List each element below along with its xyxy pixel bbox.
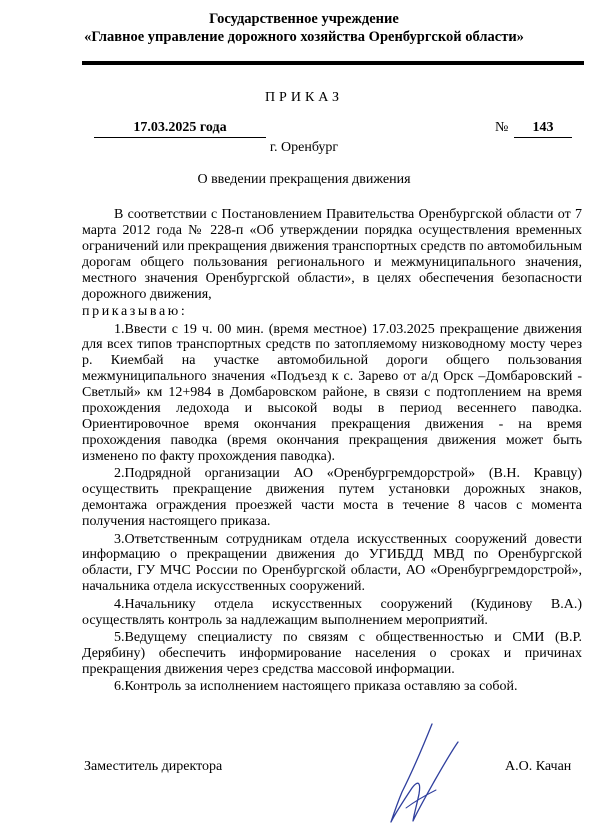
order-item-1: 1.Ввести с 19 ч. 00 мин. (время местное) 17.03.2025 прекращение движения для всех типов транспортных средств по затопляемому низководному мосту через р. Киембай на участке автомобильной дороги общего пользования межмуниципального значения «Подъезд к с. Зарево от а/д Орск –Домбаровский - Светлый» км 12+984 в Домбаровском районе, в связи с подтоплением на время прохождения ледохода и высокой воды в период весеннего паводка. Ориентировочное время окончания прекращения движения - на время прохождения паводка (время окончания прекращения движения может быть изменено по факту прохождения паводка). xyxy=(82,321,582,464)
order-date: 17.03.2025 года xyxy=(94,120,266,138)
order-number: 143 xyxy=(514,120,572,138)
order-subject: О введении прекращения движения xyxy=(197,172,411,187)
order-item-5: 5.Ведущему специалисту по связям с общественностью и СМИ (В.Р. Дерябину) обеспечить информирование населения о сроках и причинах прекращения движения через средства массовой информации. xyxy=(82,630,582,677)
preamble-paragraph: В соответствии с Постановлением Правительства Оренбургской области от 7 марта 2012 года № 228-п «Об утверждении порядка осуществления временных ограничений или прекращения движения транспортных средств по автомобильным дорогам общего пользования регионального и межмуниципального значения, местного значения Оренбургской области», в целях обеспечения безопасности дорожного движения, xyxy=(82,207,582,302)
organization-header xyxy=(0,10,608,46)
organization-name: «Главное управление дорожного хозяйства Оренбургской области» xyxy=(84,29,524,45)
order-item-3: 3.Ответственным сотрудникам отдела искусственных сооружений довести информацию о прекращении движения до УГИБДД МВД по Оренбургской области, ГУ МЧС России по Оренбургской области, АО «Оренбургремдорстрой», начальника отдела искусственных сооружений. xyxy=(82,531,582,595)
order-directive-word: приказываю: xyxy=(82,304,188,320)
organization-type: Государственное учреждение xyxy=(209,11,399,27)
order-item-6: 6.Контроль за исполнением настоящего приказа оставляю за собой. xyxy=(114,679,518,695)
signatory-position: Заместитель директора xyxy=(84,759,223,774)
order-item-2: 2.Подрядной организации АО «Оренбургремдорстрой» (В.Н. Кравцу) осуществить прекращение движения путем установки дорожных знаков, демонтажа ограждения проезжей части моста в течение 8 часов с момента получения настоящего приказа. xyxy=(82,466,582,529)
order-item-4: 4.Начальнику отдела искусственных сооружений (Кудинову В.А.) осуществлять контроль за надлежащим выполнением мероприятий. xyxy=(82,596,582,628)
order-body xyxy=(82,207,582,697)
document-title: ПРИКАЗ xyxy=(264,90,344,105)
order-city: г. Оренбург xyxy=(269,140,339,155)
signatory-name: А.О. Качан xyxy=(505,759,572,774)
header-divider xyxy=(82,61,584,65)
handwritten-signature xyxy=(388,722,462,824)
order-number-label: № xyxy=(495,120,509,135)
